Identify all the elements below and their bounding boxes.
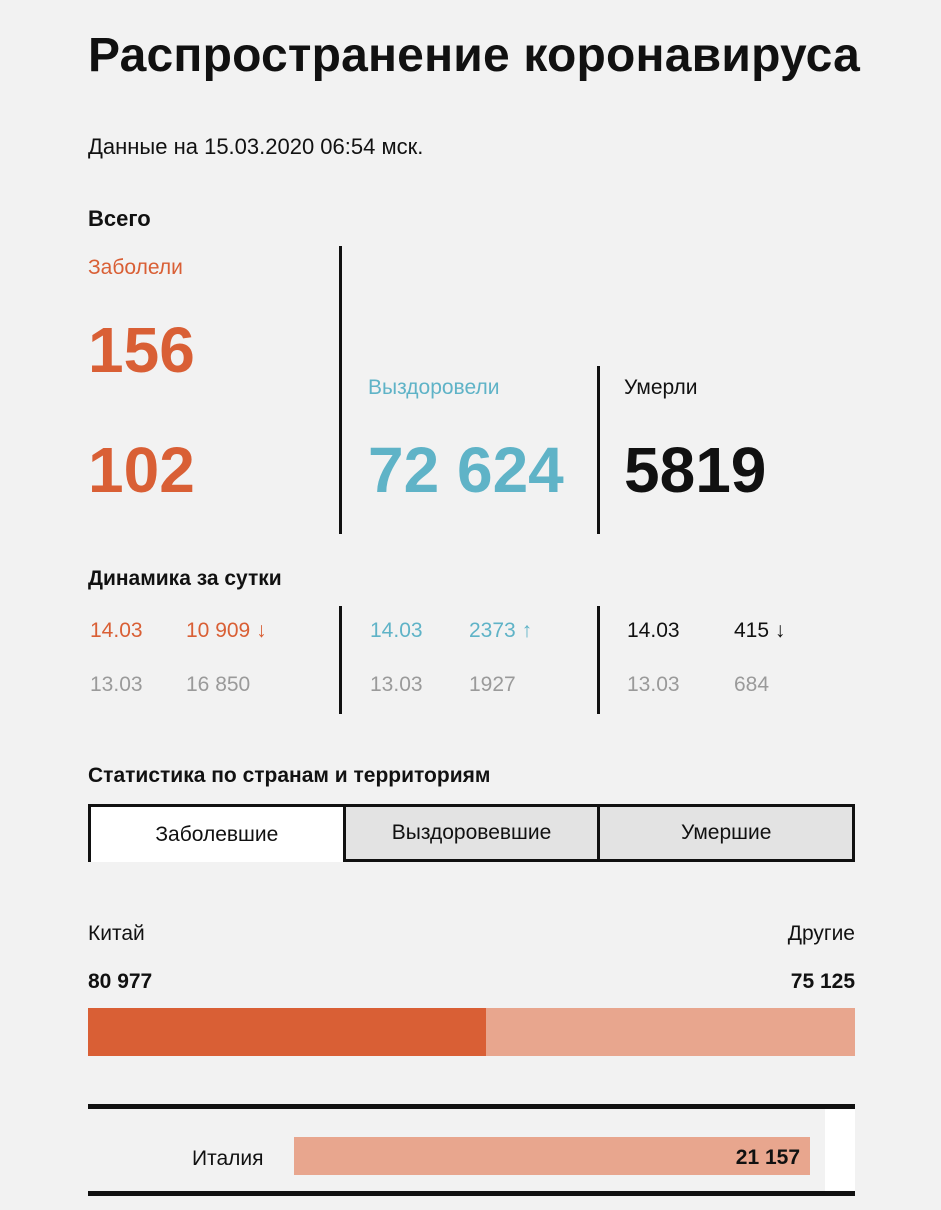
totals-heading: Всего [88,206,151,231]
arrow-down-icon: ↓ [774,619,786,642]
tab-dead[interactable]: Умершие [600,804,855,862]
divider [339,246,342,534]
china-value: 80 977 [88,970,153,993]
recovered-date-prev: 13.03 [370,673,423,696]
divider [597,606,600,714]
sick-date-prev: 13.03 [90,673,143,696]
dead-value-today: 415 ↓ [734,619,786,642]
dead-label: Умерли [624,376,698,399]
recovered-date-today: 14.03 [370,619,423,642]
sick-total-line1: 156 [88,314,195,386]
sick-value-today: 10 909 ↓ [186,619,267,642]
dynamics-heading: Динамика за сутки [88,567,282,590]
arrow-down-icon: ↓ [256,619,267,642]
country-value: 21 157 [735,1146,800,1169]
sick-label: Заболели [88,256,183,279]
page-title: Распространение коронавируса [88,29,861,82]
dead-date-prev: 13.03 [627,673,680,696]
arrow-up-icon: ↑ [521,619,533,642]
tab-sick[interactable]: Заболевшие [88,804,343,862]
list-scrollbar[interactable] [825,1109,855,1191]
divider [597,366,600,534]
country-list[interactable] [88,1109,855,1191]
other-label: Другие [787,922,855,945]
data-timestamp: Данные на 15.03.2020 06:54 мск. [88,134,424,159]
dead-total: 5819 [624,434,767,506]
country-bar [294,1137,810,1175]
recovered-value-today: 2373 ↑ [469,619,533,642]
china-label: Китай [88,922,145,945]
recovered-value-prev: 1927 [469,673,516,696]
recovered-total: 72 624 [368,434,564,506]
sick-total-line2: 102 [88,434,195,506]
divider [339,606,342,714]
sick-date-today: 14.03 [90,619,143,642]
tab-recovered[interactable]: Выздоровевшие [343,804,601,862]
country-name: Италия [192,1147,264,1170]
stats-heading: Статистика по странам и территориям [88,764,491,787]
recovered-label: Выздоровели [368,376,500,399]
dead-value-prev: 684 [734,673,770,696]
china-bar-segment [88,1008,486,1056]
other-value: 75 125 [790,970,855,993]
stats-tabs [88,804,855,862]
sick-value-prev: 16 850 [186,673,251,696]
dead-date-today: 14.03 [627,619,680,642]
list-bottom-rule [88,1191,855,1196]
china-vs-other-bar [88,1008,855,1056]
